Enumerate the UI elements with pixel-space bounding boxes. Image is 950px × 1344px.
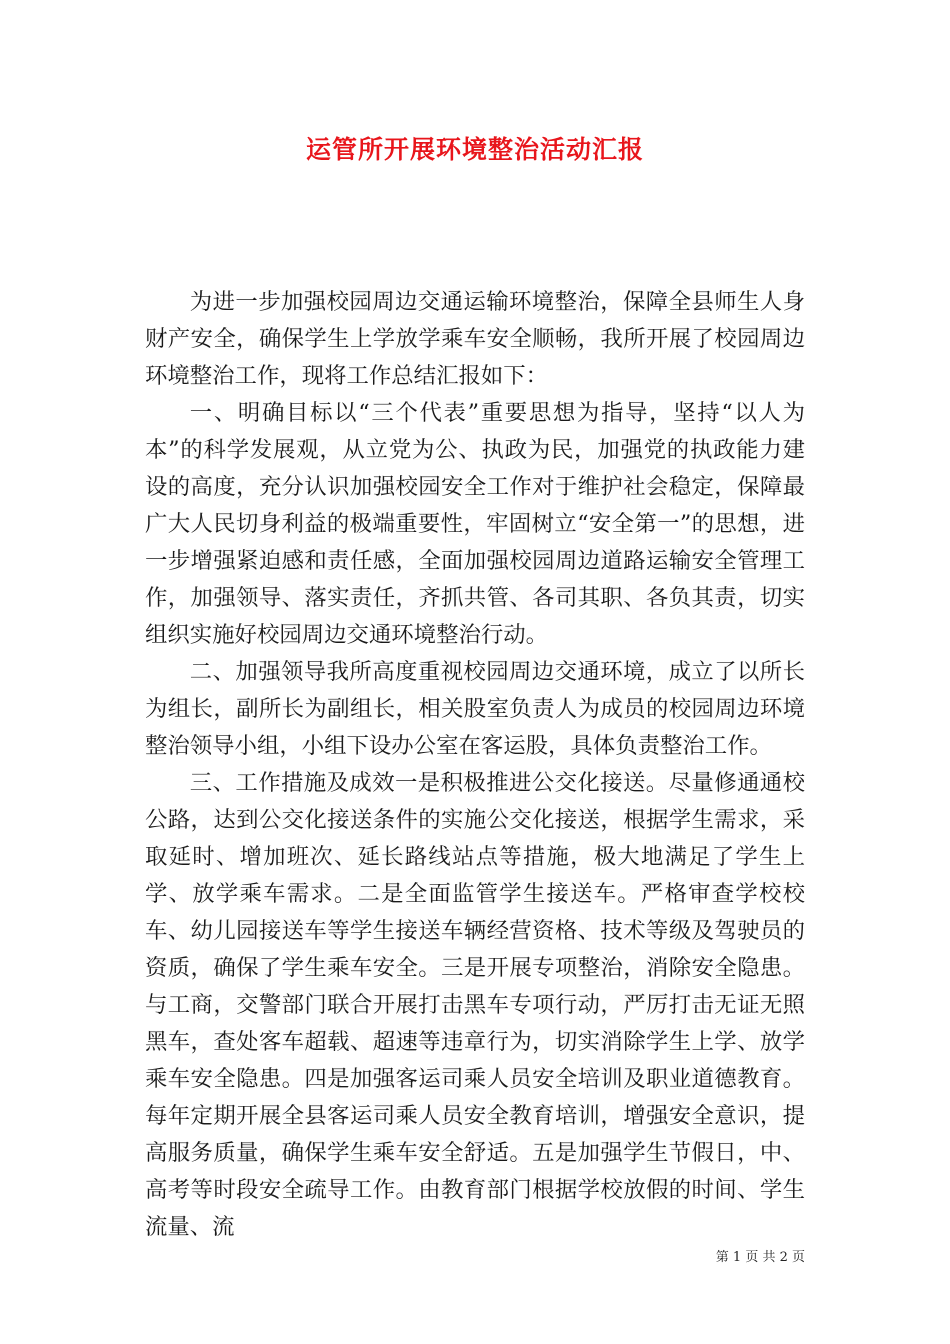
page-number-footer: 第 1 页 共 2 页 [715, 1250, 805, 1265]
paragraph-intro: 为进一步加强校园周边交通运输环境整治，保障全县师生人身财产安全，确保学生上学放学乘车安全顺畅，我所开展了校园周边环境整治工作，现将工作总结汇报如下： [145, 289, 805, 389]
document-body [145, 284, 805, 1246]
document-title: 运管所开展环境整治活动汇报 [305, 135, 644, 164]
paragraph-section-1: 一、明确目标以“三个代表”重要思想为指导，坚持“以人为本”的科学发展观，从立党为公、执政为民，加强党的执政能力建设的高度，充分认识加强校园安全工作对于维护社会稳定，保障最广大人民切身利益的极端重要性，牢固树立“安全第一”的思想，进一步增强紧迫感和责任感，全面加强校园周边道路运输安全管理工作，加强领导、落实责任，齐抓共管、各司其职、各负其责，切实组织实施好校园周边交通环境整治行动。 [145, 400, 805, 648]
paragraph-section-3: 三、工作措施及成效一是积极推进公交化接送。尽量修通通校公路，达到公交化接送条件的实施公交化接送，根据学生需求，采取延时、增加班次、延长路线站点等措施，极大地满足了学生上学、放学乘车需求。二是全面监管学生接送车。严格审查学校校车、幼儿园接送车等学生接送车辆经营资格、技术等级及驾驶员的资质，确保了学生乘车安全。三是开展专项整治，消除安全隐患。与工商，交警部门联合开展打击黑车专项行动，严厉打击无证无照黑车，查处客车超载、超速等违章行为，切实消除学生上学、放学乘车安全隐患。四是加强客运司乘人员安全培训及职业道德教育。每年定期开展全县客运司乘人员安全教育培训，增强安全意识，提高服务质量，确保学生乘车安全舒适。五是加强学生节假日，中、高考等时段安全疏导工作。由教育部门根据学校放假的时间、学生流量、流 [145, 770, 805, 1240]
paragraph-section-2: 二、加强领导我所高度重视校园周边交通环境，成立了以所长为组长，副所长为副组长，相关股室负责人为成员的校园周边环境整治领导小组，小组下设办公室在客运股，具体负责整治工作。 [145, 659, 805, 759]
